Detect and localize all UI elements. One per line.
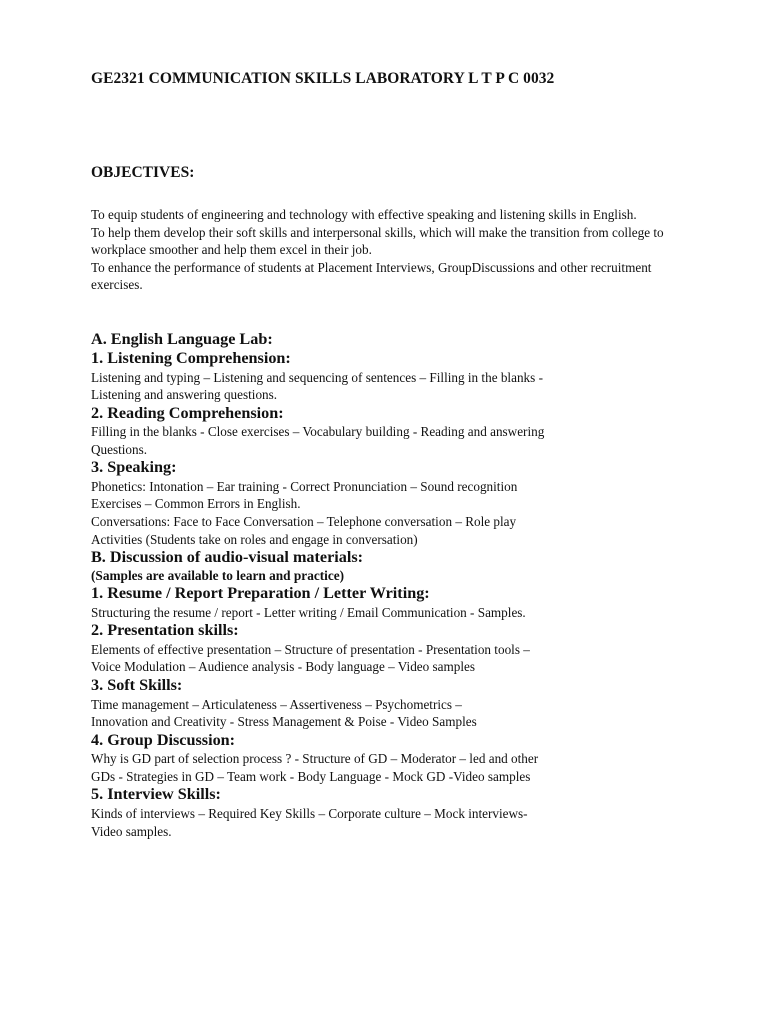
presentation-line: Voice Modulation – Audience analysis - Body language – Video samples	[91, 659, 476, 675]
soft-skills-line: Innovation and Creativity - Stress Management & Poise - Video Samples	[91, 714, 477, 730]
objective-item: To equip students of engineering and technology with effective speaking and listening skills in English.	[91, 207, 637, 222]
speaking-line: Activities (Students take on roles and engage in conversation)	[91, 531, 418, 547]
group-discussion-line: Why is GD part of selection process ? - Structure of GD – Moderator – led and other	[91, 751, 539, 767]
speaking-line: Phonetics: Intonation – Ear training - Correct Pronunciation – Sound recognition	[91, 478, 518, 494]
soft-skills-heading: 3. Soft Skills:	[91, 676, 183, 695]
resume-heading: 1. Resume / Report Preparation / Letter Writing:	[91, 584, 430, 603]
syllabus-content	[91, 330, 681, 840]
reading-line: Questions.	[91, 441, 148, 457]
group-discussion-line: GDs - Strategies in GD – Team work - Body Language - Mock GD -Video samples	[91, 768, 531, 784]
section-b-heading: B. Discussion of audio-visual materials:	[91, 548, 364, 567]
resume-line: Structuring the resume / report - Letter writing / Email Communication - Samples.	[91, 604, 526, 620]
reading-heading: 2. Reading Comprehension:	[91, 403, 284, 422]
objectives-heading: OBJECTIVES:	[91, 164, 195, 181]
objective-item: To enhance the performance of students at Placement Interviews, GroupDiscussions and other recruitment exercises.	[91, 259, 652, 293]
course-title: GE2321 COMMUNICATION SKILLS LABORATORY L T P C 0032	[91, 70, 555, 87]
interview-heading: 5. Interview Skills:	[91, 785, 221, 804]
speaking-line: Conversations: Face to Face Conversation – Telephone conversation – Role play	[91, 514, 517, 530]
reading-line: Filling in the blanks - Close exercises – Vocabulary building - Reading and answering	[91, 424, 545, 440]
listening-heading: 1. Listening Comprehension:	[91, 349, 291, 367]
soft-skills-line: Time management – Articulateness – Assertiveness – Psychometrics –	[91, 696, 462, 712]
objective-item: To help them develop their soft skills and interpersonal skills, which will make the transition from college to workplace smoother and help them excel in their job.	[91, 224, 664, 258]
listening-line: Listening and answering questions.	[91, 387, 278, 403]
listening-line: Listening and typing – Listening and sequencing of sentences – Filling in the blanks -	[91, 369, 543, 385]
presentation-heading: 2. Presentation skills:	[91, 621, 239, 640]
interview-line: Kinds of interviews – Required Key Skills – Corporate culture – Mock interviews-	[91, 805, 528, 821]
speaking-heading: 3. Speaking:	[91, 458, 177, 477]
presentation-line: Elements of effective presentation – Structure of presentation - Presentation tools –	[91, 641, 530, 657]
objectives-list	[91, 206, 681, 294]
section-b-note: (Samples are available to learn and practice)	[91, 568, 345, 584]
interview-line: Video samples.	[91, 823, 172, 839]
section-a-heading: A. English Language Lab:	[91, 330, 273, 348]
group-discussion-heading: 4. Group Discussion:	[91, 730, 236, 749]
speaking-line: Exercises – Common Errors in English.	[91, 496, 301, 512]
